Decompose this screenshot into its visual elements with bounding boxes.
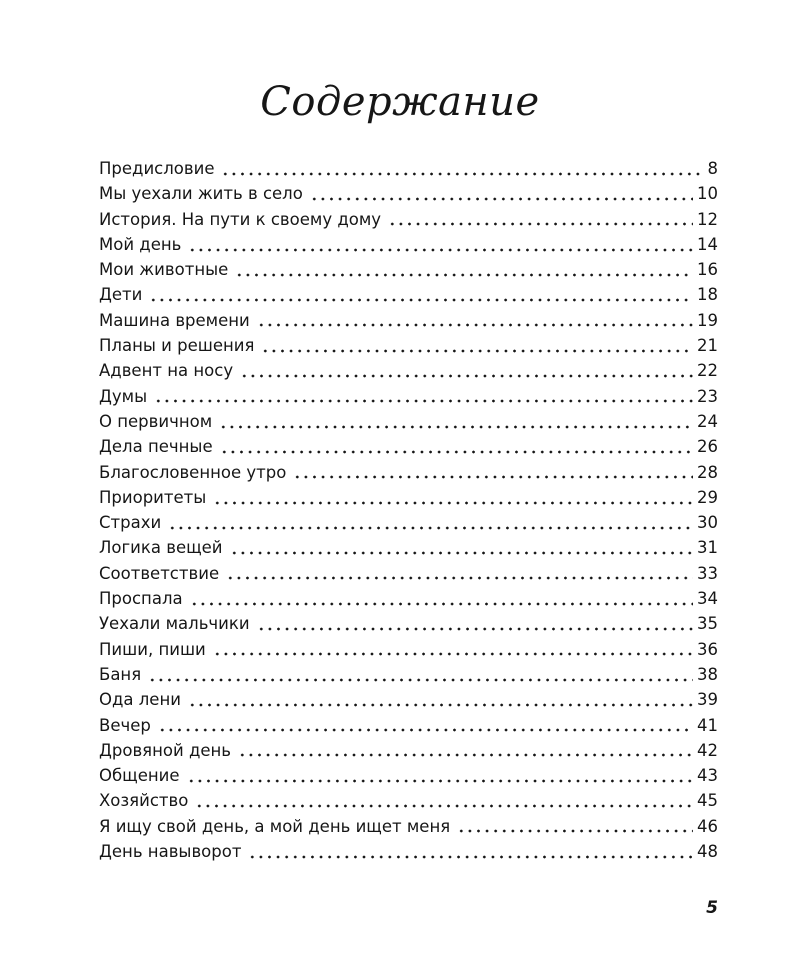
toc-entry — [99, 358, 718, 383]
dot-leader — [221, 172, 703, 176]
toc-entry-title: Дети — [99, 285, 143, 305]
dot-leader — [235, 273, 693, 277]
toc-entry-title: Вечер — [99, 715, 151, 735]
toc-entry — [99, 611, 718, 636]
toc-entry-page: 30 — [697, 513, 718, 533]
toc-entry-title: Планы и решения — [99, 336, 255, 356]
dot-leader — [213, 652, 693, 656]
toc-entry — [99, 738, 718, 763]
toc-entry-title: Уехали мальчики — [99, 614, 250, 634]
toc-entry-title: История. На пути к своему дому — [99, 209, 382, 229]
toc-entry — [99, 814, 718, 839]
toc-entry-title: Баня — [99, 664, 142, 684]
dot-leader — [388, 222, 693, 226]
dot-leader — [226, 576, 693, 580]
toc-entry-page: 18 — [697, 285, 718, 305]
dot-leader — [213, 501, 693, 505]
dot-leader — [310, 197, 693, 201]
dot-leader — [158, 728, 693, 732]
toc-entry-page: 33 — [697, 563, 718, 583]
dot-leader — [154, 399, 693, 403]
toc-entry-page: 31 — [697, 538, 718, 558]
toc-entry — [99, 207, 718, 232]
toc-entry — [99, 788, 718, 813]
toc-entry-page: 42 — [697, 740, 718, 760]
toc-entry-title: О первичном — [99, 411, 213, 431]
toc-entry-page: 22 — [697, 361, 718, 381]
toc-entry — [99, 662, 718, 687]
toc-entry — [99, 384, 718, 409]
toc-entry — [99, 561, 718, 586]
dot-leader — [149, 298, 693, 302]
dot-leader — [187, 779, 693, 783]
toc-entry-title: Думы — [99, 386, 148, 406]
toc-entry-title: Пиши, пиши — [99, 639, 206, 659]
toc-entry — [99, 282, 718, 307]
toc-entry-page: 34 — [697, 589, 718, 609]
toc-entry-page: 16 — [697, 260, 718, 280]
page-number: 5 — [706, 898, 718, 918]
toc-entry-title: Общение — [99, 766, 180, 786]
dot-leader — [257, 323, 693, 327]
toc-entry — [99, 308, 718, 333]
dot-leader — [457, 829, 693, 833]
toc-entry-page: 8 — [707, 159, 718, 178]
toc-entry-page: 39 — [697, 690, 718, 710]
toc-entry — [99, 181, 718, 206]
dot-leader — [220, 450, 693, 454]
toc-entry-page: 46 — [697, 816, 718, 836]
dot-leader — [257, 627, 693, 631]
toc-entry-title: Проспала — [99, 589, 183, 609]
toc-entry-title: Ода лени — [99, 690, 181, 710]
toc-entry-title: Страхи — [99, 513, 162, 533]
toc-entry-title: Адвент на носу — [99, 361, 234, 381]
dot-leader — [219, 425, 693, 429]
toc-entry — [99, 637, 718, 662]
toc-entry-page: 36 — [697, 639, 718, 659]
toc-entry-title: Машина времени — [99, 310, 250, 330]
toc-entry — [99, 460, 718, 485]
toc-entry-page: 43 — [697, 766, 718, 786]
page-title: Содержание — [260, 79, 540, 125]
toc-entry-page: 10 — [697, 184, 718, 204]
dot-leader — [195, 804, 693, 808]
toc-entry — [99, 839, 718, 864]
dot-leader — [190, 602, 693, 606]
toc-entry-title: Дровяной день — [99, 740, 232, 760]
toc-entry-title: Дела печные — [99, 437, 213, 457]
toc-entry — [99, 510, 718, 535]
dot-leader — [168, 526, 693, 530]
toc-entry — [99, 687, 718, 712]
toc-entry — [99, 763, 718, 788]
toc-entry — [99, 409, 718, 434]
toc-entry — [99, 535, 718, 560]
toc-entry-title: Приоритеты — [99, 487, 207, 507]
toc-entry-page: 38 — [697, 664, 718, 684]
dot-leader — [261, 349, 693, 353]
toc-entry-page: 23 — [697, 386, 718, 406]
dot-leader — [230, 551, 693, 555]
toc-entry-page: 14 — [697, 234, 718, 254]
dot-leader — [238, 753, 693, 757]
toc-entry-title: Я ищу свой день, а мой день ищет меня — [99, 816, 451, 836]
table-of-contents — [99, 156, 718, 864]
toc-entry-page: 28 — [697, 462, 718, 482]
toc-entry-page: 29 — [697, 487, 718, 507]
toc-entry-title: Логика вещей — [99, 538, 223, 558]
dot-leader — [293, 475, 693, 479]
toc-entry — [99, 333, 718, 358]
dot-leader — [188, 248, 693, 252]
toc-entry-page: 19 — [697, 310, 718, 330]
toc-entry-title: Благословенное утро — [99, 462, 287, 482]
dot-leader — [240, 374, 693, 378]
toc-entry-page: 48 — [697, 842, 718, 862]
toc-entry-title: Соответствие — [99, 563, 220, 583]
toc-entry-page: 24 — [697, 411, 718, 431]
toc-entry — [99, 232, 718, 257]
toc-entry — [99, 586, 718, 611]
toc-entry-page: 21 — [697, 336, 718, 356]
toc-entry-title: Мои животные — [99, 260, 229, 280]
toc-entry-title: Мой день — [99, 234, 182, 254]
toc-entry — [99, 485, 718, 510]
toc-entry-title: Хозяйство — [99, 791, 189, 811]
dot-leader — [188, 703, 693, 707]
toc-entry-page: 45 — [697, 791, 718, 811]
toc-entry — [99, 156, 718, 181]
toc-entry-page: 41 — [697, 715, 718, 735]
toc-entry-title: Мы уехали жить в село — [99, 184, 303, 204]
toc-entry-page: 26 — [697, 437, 718, 457]
toc-entry-page: 35 — [697, 614, 718, 634]
dot-leader — [248, 855, 693, 859]
toc-entry-page: 12 — [697, 209, 718, 229]
dot-leader — [148, 678, 693, 682]
toc-entry — [99, 434, 718, 459]
toc-entry — [99, 257, 718, 282]
toc-entry-title: Предисловие — [99, 159, 215, 178]
toc-entry-title: День навыворот — [99, 842, 242, 862]
toc-entry — [99, 713, 718, 738]
